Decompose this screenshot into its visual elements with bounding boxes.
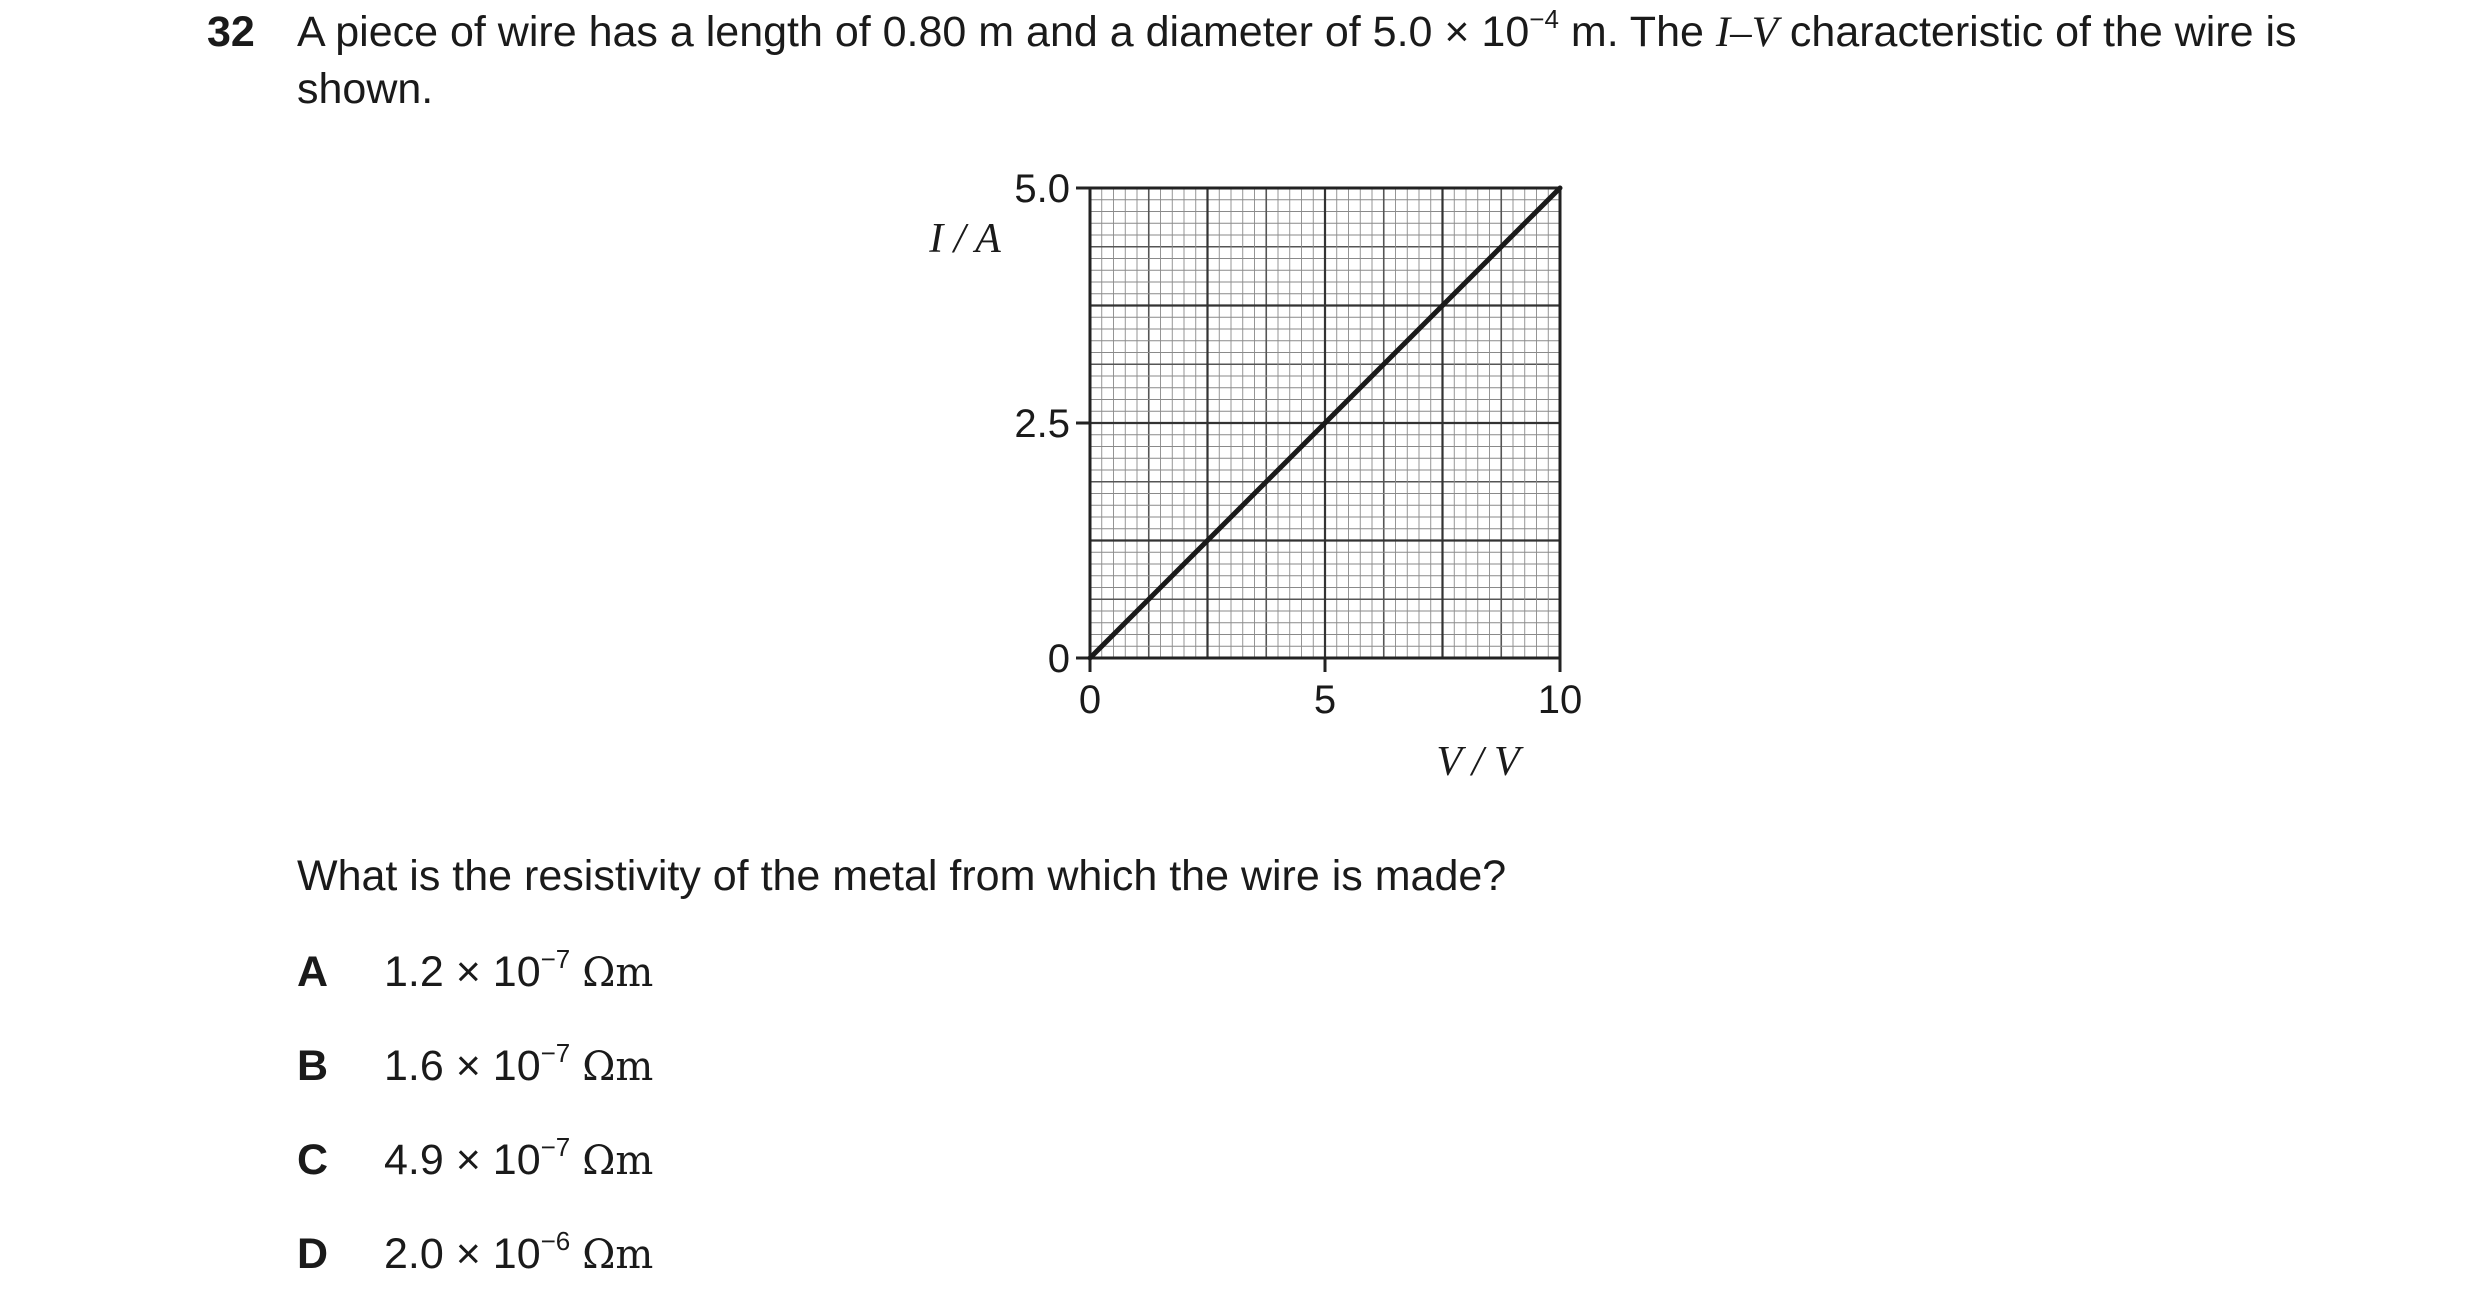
option-letter: A — [297, 948, 329, 996]
option-mantissa: 1.2 × 10 — [384, 948, 541, 996]
option-exponent: −6 — [540, 1226, 571, 1256]
option-exponent: −7 — [540, 944, 571, 974]
iv-chart — [860, 150, 1640, 810]
question-prompt: What is the resistivity of the metal from which the wire is made? — [297, 852, 1507, 900]
option-exponent: −7 — [540, 1132, 571, 1162]
option-value — [384, 1132, 653, 1189]
option-letter: C — [297, 1136, 329, 1184]
x-tick-label: 5 — [1313, 678, 1337, 722]
x-tick-label: 10 — [1537, 678, 1583, 722]
option-unit: Ωm — [582, 950, 654, 996]
option-mantissa: 1.6 × 10 — [384, 1042, 541, 1090]
stem-exponent: −4 — [1529, 4, 1559, 34]
y-axis-label: I / A — [929, 216, 1001, 262]
option-unit: Ωm — [582, 1138, 654, 1184]
option-exponent: −7 — [540, 1038, 571, 1068]
y-tick-label: 5.0 — [1014, 167, 1070, 211]
x-axis-label: V / V — [1436, 739, 1520, 785]
question-number: 32 — [207, 8, 255, 56]
option-value — [384, 1038, 653, 1095]
stem-text-1: A piece of wire has a length of 0.80 m and a diameter of 5.0 × 10 — [297, 8, 1530, 56]
stem-text-3: characteristic of the wire is shown. — [297, 8, 2297, 113]
x-tick-label: 0 — [1078, 678, 1102, 722]
option-value — [384, 1226, 653, 1283]
option-letter: D — [297, 1230, 329, 1278]
option-value — [384, 944, 653, 1001]
option-unit: Ωm — [582, 1044, 654, 1090]
option-unit: Ωm — [582, 1232, 654, 1278]
stem-text-2: m. The — [1558, 8, 1716, 56]
option-mantissa: 4.9 × 10 — [384, 1136, 541, 1184]
stem-iv-label: I–V — [1715, 9, 1778, 56]
y-tick-label: 2.5 — [1014, 402, 1070, 446]
y-tick-label: 0 — [1047, 637, 1070, 681]
option-letter: B — [297, 1042, 329, 1090]
option-mantissa: 2.0 × 10 — [384, 1230, 541, 1278]
question-stem — [297, 4, 2417, 117]
